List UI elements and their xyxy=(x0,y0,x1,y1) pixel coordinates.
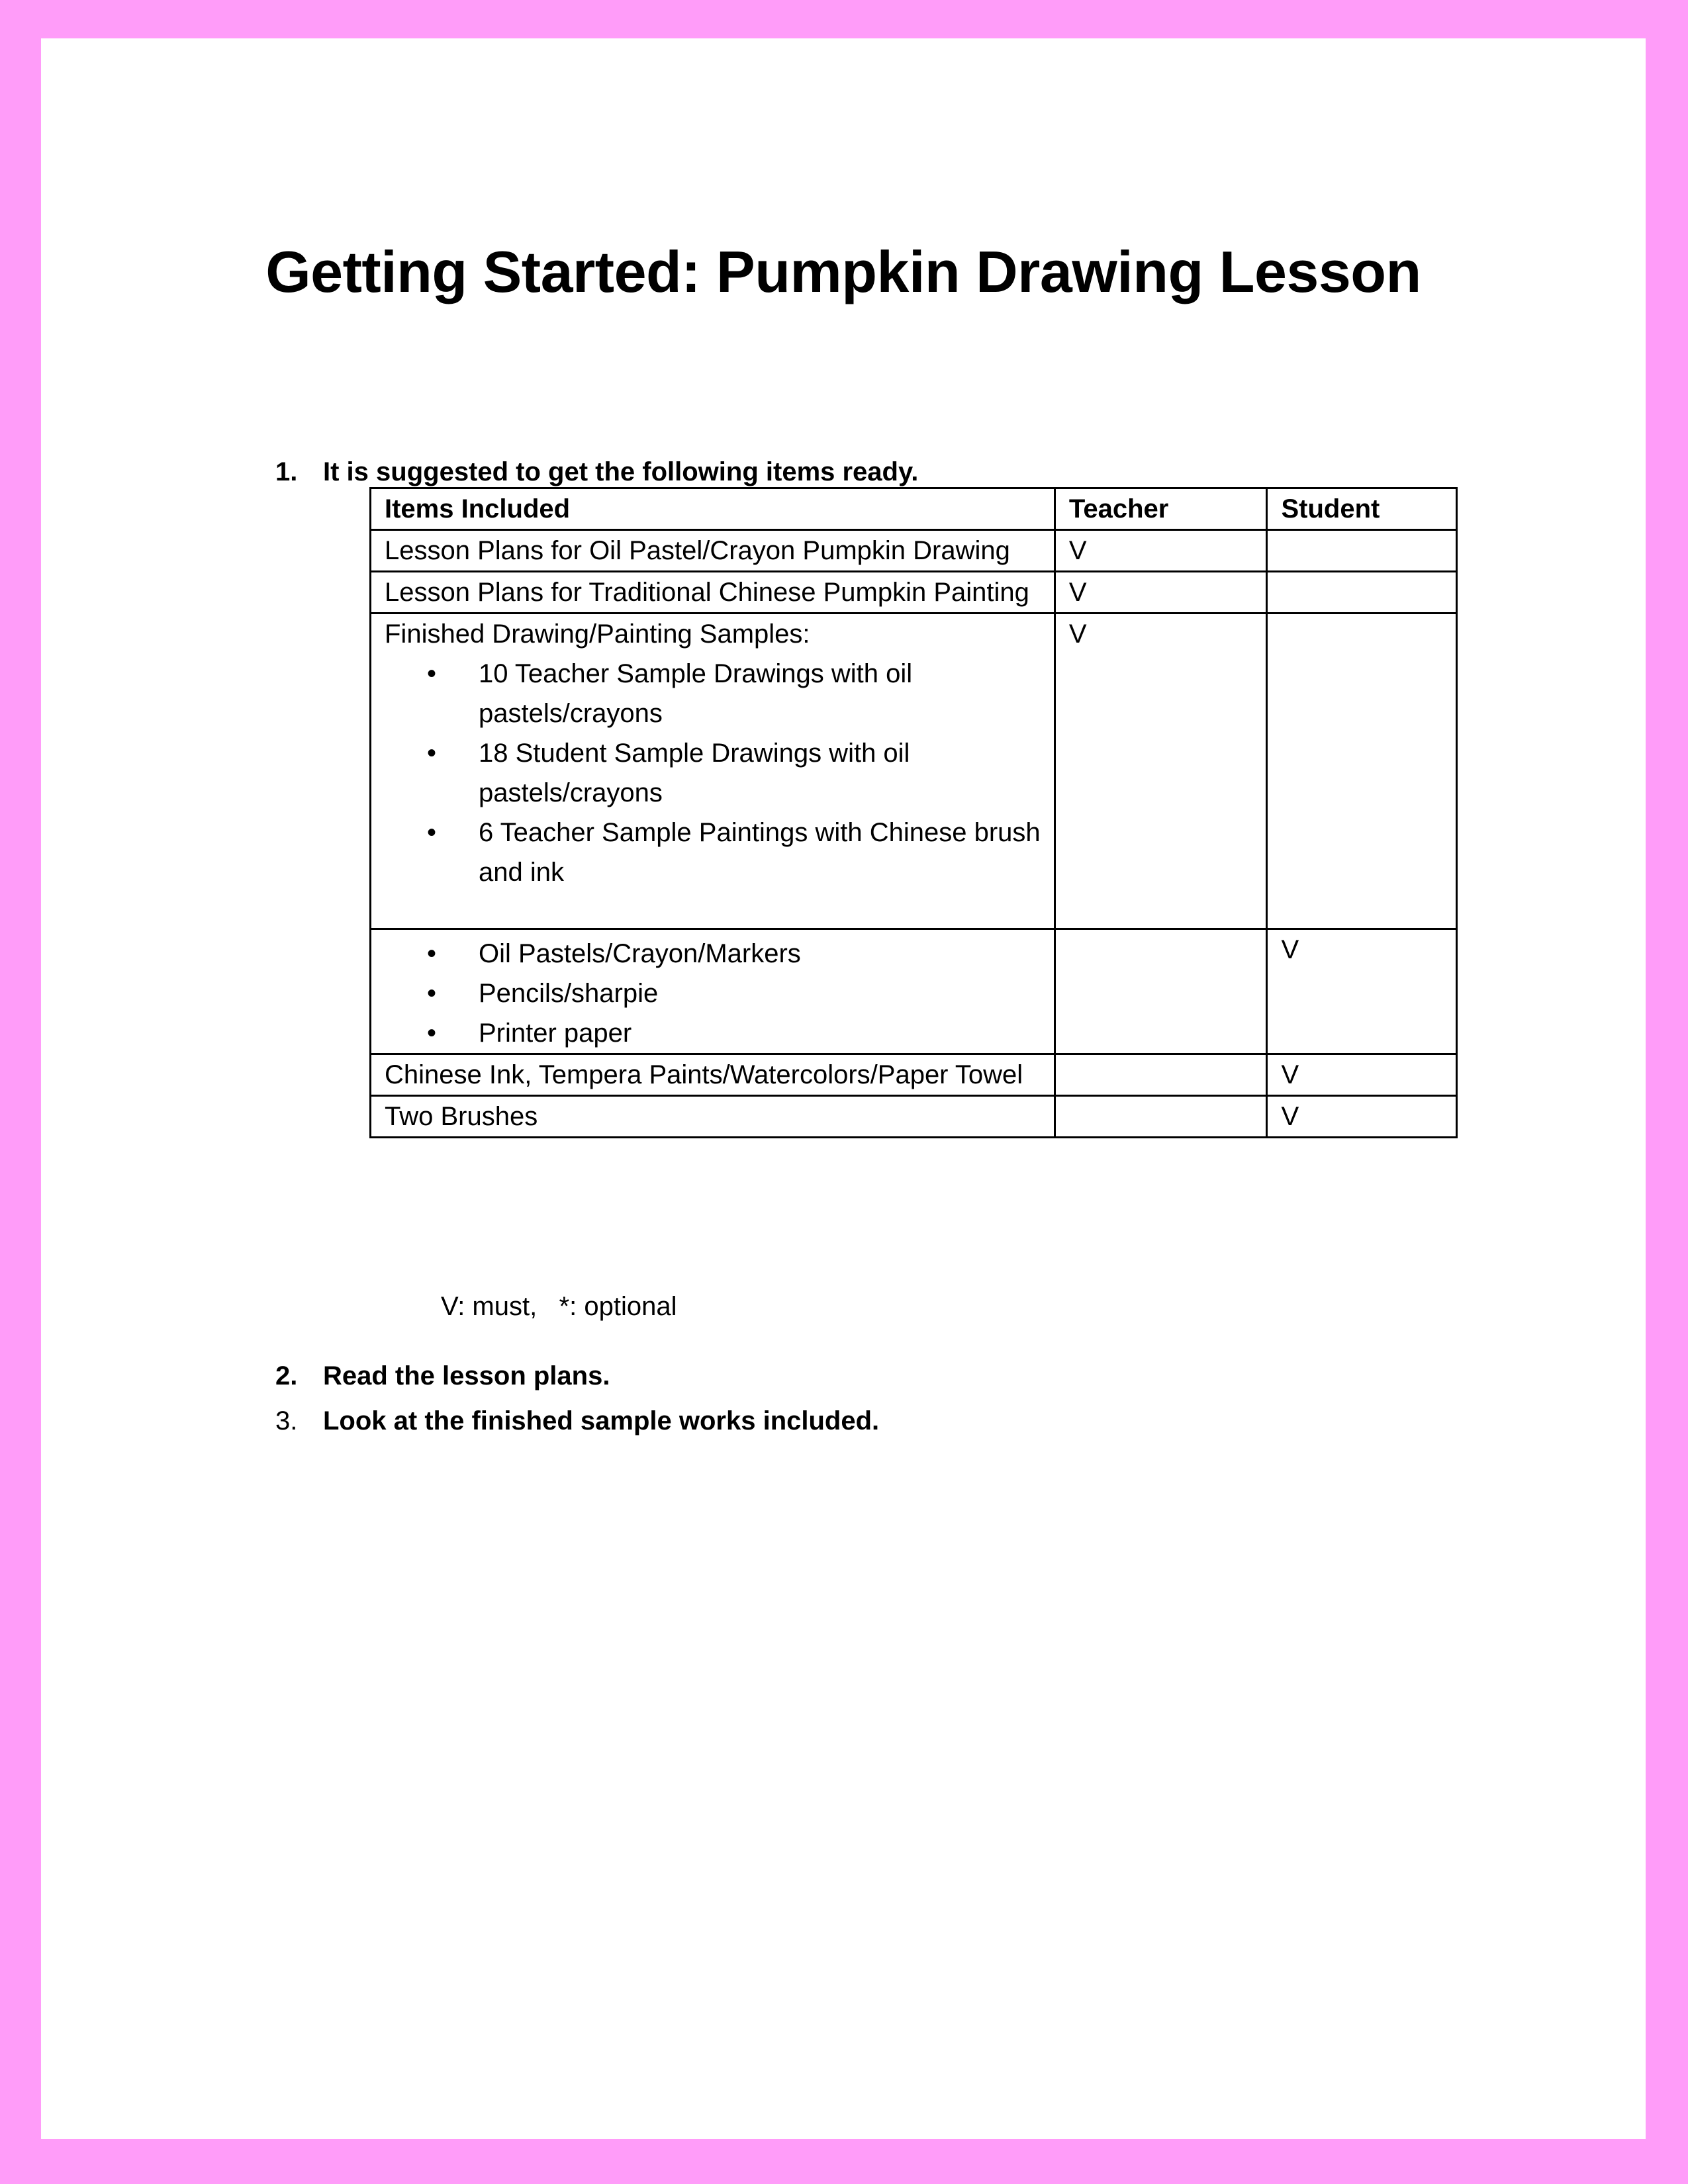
header-student: Student xyxy=(1267,488,1457,530)
table-row xyxy=(371,1054,1457,1096)
teacher-cell: V xyxy=(1055,614,1267,929)
supplies-list xyxy=(385,934,1041,1053)
list-item: • 6 Teacher Sample Paintings with Chinese brush and ink xyxy=(385,813,1041,892)
document-page xyxy=(41,38,1646,2139)
table-row xyxy=(371,614,1457,929)
table-row xyxy=(371,572,1457,614)
teacher-cell xyxy=(1055,929,1267,1054)
list-item: • Oil Pastels/Crayon/Markers xyxy=(385,934,1041,974)
step-2 xyxy=(275,1359,610,1392)
student-cell: V xyxy=(1267,929,1457,1054)
sample-list xyxy=(385,654,1041,892)
student-cell: V xyxy=(1267,1096,1457,1138)
item-cell xyxy=(371,614,1055,929)
teacher-cell xyxy=(1055,1096,1267,1138)
student-cell xyxy=(1267,530,1457,572)
table-header-row xyxy=(371,488,1457,530)
item-cell: Lesson Plans for Oil Pastel/Crayon Pumpkin Drawing xyxy=(371,530,1055,572)
item-cell: Two Brushes xyxy=(371,1096,1055,1138)
header-teacher: Teacher xyxy=(1055,488,1267,530)
step-text: Look at the finished sample works included. xyxy=(323,1406,880,1435)
teacher-cell: V xyxy=(1055,530,1267,572)
table-legend: V: must, *: optional xyxy=(441,1292,677,1321)
list-item: • 10 Teacher Sample Drawings with oil pastels/crayons xyxy=(385,654,1041,733)
list-item: • 18 Student Sample Drawings with oil pastels/crayons xyxy=(385,733,1041,813)
student-cell xyxy=(1267,572,1457,614)
step-1 xyxy=(275,455,918,488)
table-row xyxy=(371,929,1457,1054)
items-table xyxy=(369,487,1458,1138)
step-text: Read the lesson plans. xyxy=(323,1361,610,1390)
step-3 xyxy=(275,1404,879,1437)
teacher-cell xyxy=(1055,1054,1267,1096)
student-cell xyxy=(1267,614,1457,929)
header-items-included: Items Included xyxy=(371,488,1055,530)
item-label: Finished Drawing/Painting Samples: xyxy=(385,619,810,649)
step-number: 2. xyxy=(275,1361,298,1390)
list-item: • Pencils/sharpie xyxy=(385,974,1041,1013)
item-cell: Chinese Ink, Tempera Paints/Watercolors/Paper Towel xyxy=(371,1054,1055,1096)
step-number: 1. xyxy=(275,457,298,486)
step-text: It is suggested to get the following items ready. xyxy=(323,457,919,486)
item-cell: Lesson Plans for Traditional Chinese Pumpkin Painting xyxy=(371,572,1055,614)
table-row xyxy=(371,1096,1457,1138)
step-number: 3. xyxy=(275,1406,298,1435)
item-cell xyxy=(371,929,1055,1054)
list-item: • Printer paper xyxy=(385,1013,1041,1053)
student-cell: V xyxy=(1267,1054,1457,1096)
teacher-cell: V xyxy=(1055,572,1267,614)
page-title: Getting Started: Pumpkin Drawing Lesson xyxy=(265,239,1421,304)
table-row xyxy=(371,530,1457,572)
